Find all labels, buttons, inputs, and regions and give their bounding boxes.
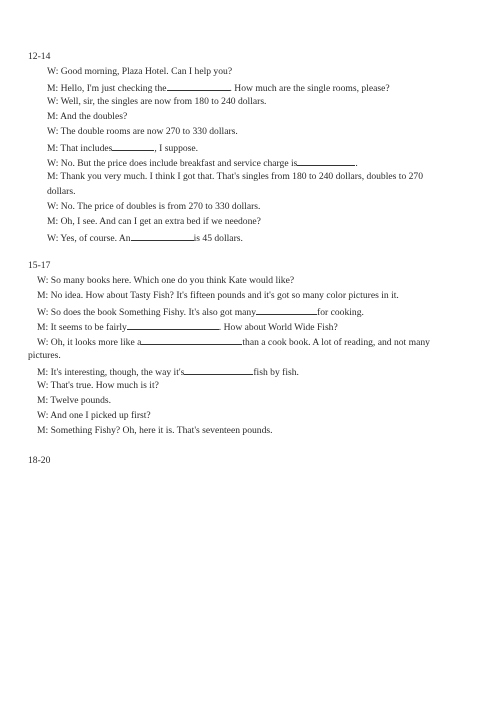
dialogue-text: W: Yes, of course. An: [47, 233, 131, 244]
dialogue-text: M: It seems to be fairly: [37, 322, 127, 333]
dialogue-line: [37, 335, 430, 349]
dialogue-line: M: Something Fishy? Oh, here it is. That's seventeen pounds.: [37, 425, 273, 436]
section-heading-12-14: 12-14: [28, 51, 51, 62]
dialogue-line: [37, 320, 338, 334]
answer-blank: [131, 231, 194, 241]
dialogue-text: than a cook book. A lot of reading, and not many: [242, 337, 430, 348]
answer-blank: [184, 365, 253, 375]
dialogue-text: fish by fish.: [253, 367, 299, 378]
dialogue-text: W: So does the book Something Fishy. It's also got many: [37, 307, 257, 318]
answer-blank: [141, 335, 242, 345]
dialogue-text: . How about World Wide Fish?: [218, 322, 338, 333]
dialogue-text: W: Oh, it looks more like a: [37, 337, 142, 348]
dialogue-line: W: The double rooms are now 270 to 330 dollars.: [47, 126, 238, 137]
dialogue-text: M: That includes: [47, 143, 113, 154]
dialogue-line: M: Oh, I see. And can I get an extra bed if we needone?: [47, 216, 261, 227]
dialogue-text: , I suppose.: [154, 143, 199, 154]
dialogue-text: M: Hello, I'm just checking the: [47, 83, 167, 94]
dialogue-line: M: Thank you very much. I think I got that. That's singles from 180 to 240 dollars, doubles to 270: [47, 171, 424, 182]
dialogue-text: for cooking.: [317, 307, 364, 318]
answer-blank: [256, 305, 317, 315]
dialogue-line: [37, 305, 364, 319]
dialogue-line: M: Twelve pounds.: [37, 395, 112, 406]
dialogue-line: [47, 231, 243, 245]
dialogue-line: W: So many books here. Which one do you think Kate would like?: [37, 275, 295, 286]
dialogue-line-continued: pictures.: [28, 350, 61, 361]
dialogue-line: W: Good morning, Plaza Hotel. Can I help you?: [47, 66, 233, 77]
dialogue-line: [47, 141, 198, 155]
dialogue-line: W: That's true. How much is it?: [37, 380, 159, 391]
dialogue-line: [47, 156, 358, 170]
answer-blank: [127, 320, 219, 330]
dialogue-line-continued: dollars.: [47, 186, 76, 197]
dialogue-text: M: It's interesting, though, the way it's: [37, 367, 185, 378]
dialogue-line: [47, 81, 390, 95]
dialogue-text: .: [355, 158, 358, 169]
dialogue-text: . How much are the single rooms, please?: [229, 83, 390, 94]
dialogue-line: M: No idea. How about Tasty Fish? It's fifteen pounds and it's got so many color pictures in it.: [37, 290, 399, 301]
dialogue-line: M: And the doubles?: [47, 111, 128, 122]
dialogue-text: W: No. But the price does include breakfast and service charge is: [47, 158, 298, 169]
section-heading-15-17: 15-17: [28, 260, 51, 271]
dialogue-line: W: No. The price of doubles is from 270 to 330 dollars.: [47, 201, 261, 212]
answer-blank: [297, 156, 355, 166]
answer-blank: [167, 81, 230, 91]
dialogue-line: W: Well, sir, the singles are now from 180 to 240 dollars.: [47, 96, 267, 107]
section-heading-18-20: 18-20: [28, 455, 51, 466]
dialogue-line: W: And one I picked up first?: [37, 410, 151, 421]
dialogue-line: [37, 365, 299, 379]
answer-blank: [112, 141, 154, 151]
dialogue-text: is 45 dollars.: [193, 233, 243, 244]
